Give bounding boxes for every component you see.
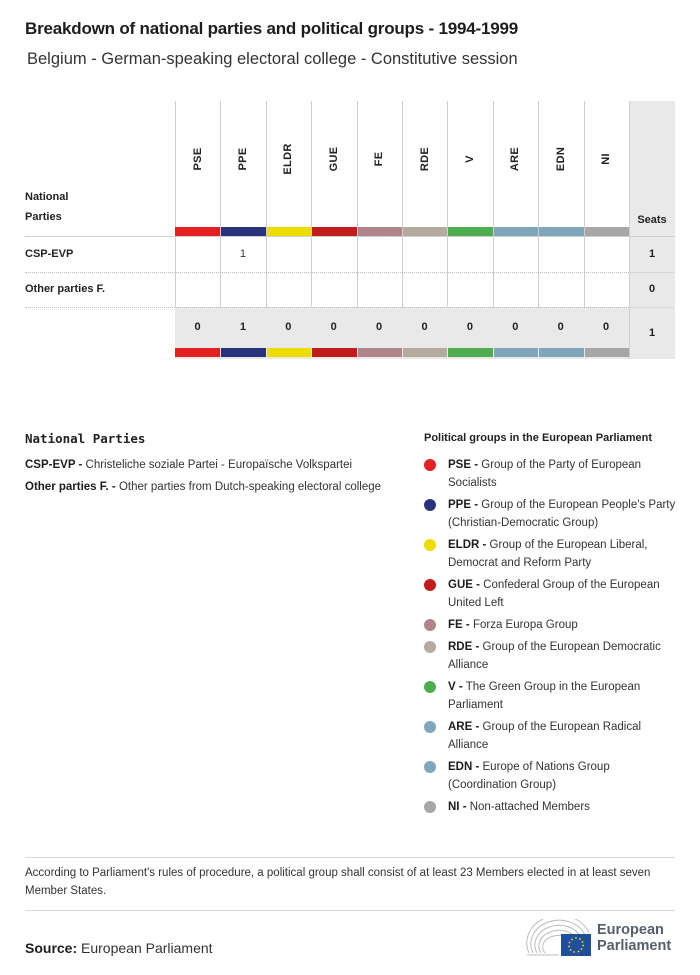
total-cell-rde: 0 (421, 321, 428, 333)
group-header-pse (175, 101, 220, 227)
row-divider (25, 307, 629, 308)
seats-header: Seats (637, 214, 667, 226)
group-header-label: GUE (327, 146, 340, 172)
political-groups-legend-title: Political groups in the European Parliament (424, 432, 652, 444)
legend-name: The Green Group in the European Parliament (448, 681, 641, 711)
legend-name: Forza Europa Group (472, 619, 578, 631)
total-cell-ppe: 1 (239, 321, 246, 333)
political-group-legend-item (424, 616, 680, 634)
legend-name: Confederal Group of the European United Left (448, 579, 660, 609)
legend-name: Group of the Party of European Socialists (448, 459, 642, 489)
legend-abbr: RDE - (448, 641, 480, 653)
table-cell (266, 272, 311, 307)
group-header-label: FE (373, 151, 386, 167)
political-group-legend-item (424, 496, 680, 532)
legend-dot-icon (424, 761, 436, 773)
legend-name: Group of the European Radical Alliance (448, 721, 642, 751)
legend-abbr: CSP-EVP - (25, 459, 83, 471)
legend-name: Group of the European People's Party (Christian-Democratic Group) (448, 499, 676, 529)
legend-name: Group of the European Democratic Alliance (448, 641, 661, 671)
legend-abbr: EDN - (448, 761, 480, 773)
legend-name: Other parties from Dutch-speaking electoral college (118, 481, 382, 493)
top-color-bar-pse (175, 227, 220, 236)
political-group-legend-item (424, 576, 680, 612)
legend-abbr: NI - (448, 801, 467, 813)
rules-note: According to Parliament's rules of procedure, a political group shall consist of at least 23 Members elected in at least seven Member States. (25, 867, 651, 897)
political-group-legend-item (424, 638, 680, 674)
legend-abbr: PSE - (448, 459, 479, 471)
table-cell (175, 272, 220, 307)
national-parties-header-line2: Parties (25, 211, 62, 223)
legend-dot-icon (424, 721, 436, 733)
total-seats-cell: 1 (648, 327, 656, 339)
legend-abbr: ARE - (448, 721, 480, 733)
table-cell (584, 237, 629, 272)
row-party-label: Other parties F. (25, 283, 106, 295)
table-cell (266, 237, 311, 272)
political-group-legend-item (424, 798, 680, 816)
row-seats-cell: 1 (648, 248, 656, 260)
legend-name: Christeliche soziale Partei - Europaïsche Volkspartei (85, 459, 353, 471)
table-cell (311, 272, 356, 307)
legend-dot-icon (424, 801, 436, 813)
political-group-legend-item (424, 678, 680, 714)
footer-divider-bottom (25, 910, 675, 911)
table-cell (538, 237, 583, 272)
top-color-bar-v (448, 227, 492, 236)
source-label: Source: (25, 940, 78, 956)
top-color-bar-ppe (221, 227, 265, 236)
national-parties-legend-title: National Parties (25, 431, 146, 446)
legend-dot-icon (424, 619, 436, 631)
table-cell (311, 237, 356, 272)
logo-text (597, 922, 671, 954)
total-cell-gue: 0 (330, 321, 337, 333)
footer-divider-top (25, 857, 675, 858)
bottom-color-bar-v (448, 348, 492, 357)
table-cell (493, 272, 538, 307)
legend-dot-icon (424, 539, 436, 551)
source-value: European Parliament (81, 940, 213, 956)
group-header-rde (402, 101, 447, 227)
table-cell (447, 272, 492, 307)
legend-abbr: V - (448, 681, 463, 693)
bottom-color-bar-gue (312, 348, 356, 357)
table-cell (220, 272, 265, 307)
group-header-v (447, 101, 492, 227)
european-parliament-logo (525, 919, 680, 959)
group-header-fe (357, 101, 402, 227)
group-header-label: NI (600, 153, 613, 165)
total-cell-pse: 0 (194, 321, 201, 333)
top-color-bar-eldr (267, 227, 311, 236)
group-header-label: ARE (509, 146, 522, 172)
total-cell-are: 0 (512, 321, 519, 333)
national-party-legend-item (25, 456, 395, 474)
legend-abbr: FE - (448, 619, 470, 631)
group-header-label: ELDR (282, 143, 295, 175)
bottom-color-bar-ppe (221, 348, 265, 357)
table-cell (538, 272, 583, 307)
table-cell (447, 237, 492, 272)
source-line (25, 940, 213, 956)
legend-name: Group of the European Liberal, Democrat and Reform Party (448, 539, 648, 569)
group-header-label: PPE (236, 147, 249, 171)
group-header-label: PSE (191, 147, 204, 171)
legend-name: Non-attached Members (469, 801, 590, 813)
table-cell (175, 237, 220, 272)
legend-abbr: ELDR - (448, 539, 487, 551)
group-header-label: RDE (418, 146, 431, 172)
political-group-legend-item (424, 718, 680, 754)
legend-abbr: GUE - (448, 579, 480, 591)
total-cell-v: 0 (466, 321, 473, 333)
bottom-color-bar-rde (403, 348, 447, 357)
page-subtitle: Belgium - German-speaking electoral college - Constitutive session (27, 50, 518, 68)
table-cell (493, 237, 538, 272)
legend-dot-icon (424, 641, 436, 653)
total-cell-eldr: 0 (285, 321, 292, 333)
total-cell-edn: 0 (557, 321, 564, 333)
total-cell-fe: 0 (376, 321, 383, 333)
group-header-eldr (266, 101, 311, 227)
total-cell-ni: 0 (603, 321, 610, 333)
table-cell: 1 (239, 248, 246, 260)
legend-dot-icon (424, 499, 436, 511)
legend-abbr: PPE - (448, 499, 479, 511)
national-party-legend-item (25, 478, 395, 496)
group-header-gue (311, 101, 356, 227)
group-header-are (493, 101, 538, 227)
bottom-color-bar-are (494, 348, 538, 357)
bottom-color-bar-pse (175, 348, 220, 357)
legend-dot-icon (424, 459, 436, 471)
group-header-label: EDN (554, 146, 567, 172)
logo-text-line1: European (597, 922, 664, 938)
top-color-bar-ni (585, 227, 629, 236)
bottom-color-bar-fe (358, 348, 402, 357)
bottom-color-bar-ni (585, 348, 629, 357)
group-header-ni (584, 101, 629, 227)
political-group-legend-item (424, 536, 680, 572)
table-cell (402, 237, 447, 272)
top-color-bar-fe (358, 227, 402, 236)
bottom-color-bar-eldr (267, 348, 311, 357)
national-parties-header (25, 187, 68, 227)
legend-name: Europe of Nations Group (Coordination Group) (448, 761, 610, 791)
top-color-bar-edn (539, 227, 583, 236)
page-title: Breakdown of national parties and political groups - 1994-1999 (25, 19, 519, 38)
table-cell (357, 237, 402, 272)
group-header-ppe (220, 101, 265, 227)
political-groups-legend (424, 456, 680, 820)
legend-abbr: Other parties F. - (25, 481, 116, 493)
hemicycle-icon (525, 919, 595, 959)
breakdown-table (25, 101, 675, 359)
political-group-legend-item (424, 456, 680, 492)
logo-text-line2: Parliament (597, 938, 672, 954)
row-seats-cell: 0 (648, 283, 656, 295)
table-cell (357, 272, 402, 307)
political-group-legend-item (424, 758, 680, 794)
legend-dot-icon (424, 579, 436, 591)
top-color-bar-rde (403, 227, 447, 236)
legend-dot-icon (424, 681, 436, 693)
table-cell (584, 272, 629, 307)
group-header-edn (538, 101, 583, 227)
national-parties-header-line1: National (25, 191, 69, 203)
table-cell (402, 272, 447, 307)
national-parties-legend (25, 456, 395, 500)
top-color-bar-are (494, 227, 538, 236)
group-header-label: V (463, 155, 476, 163)
row-party-label: CSP-EVP (25, 248, 74, 260)
bottom-color-bar-edn (539, 348, 583, 357)
top-color-bar-gue (312, 227, 356, 236)
